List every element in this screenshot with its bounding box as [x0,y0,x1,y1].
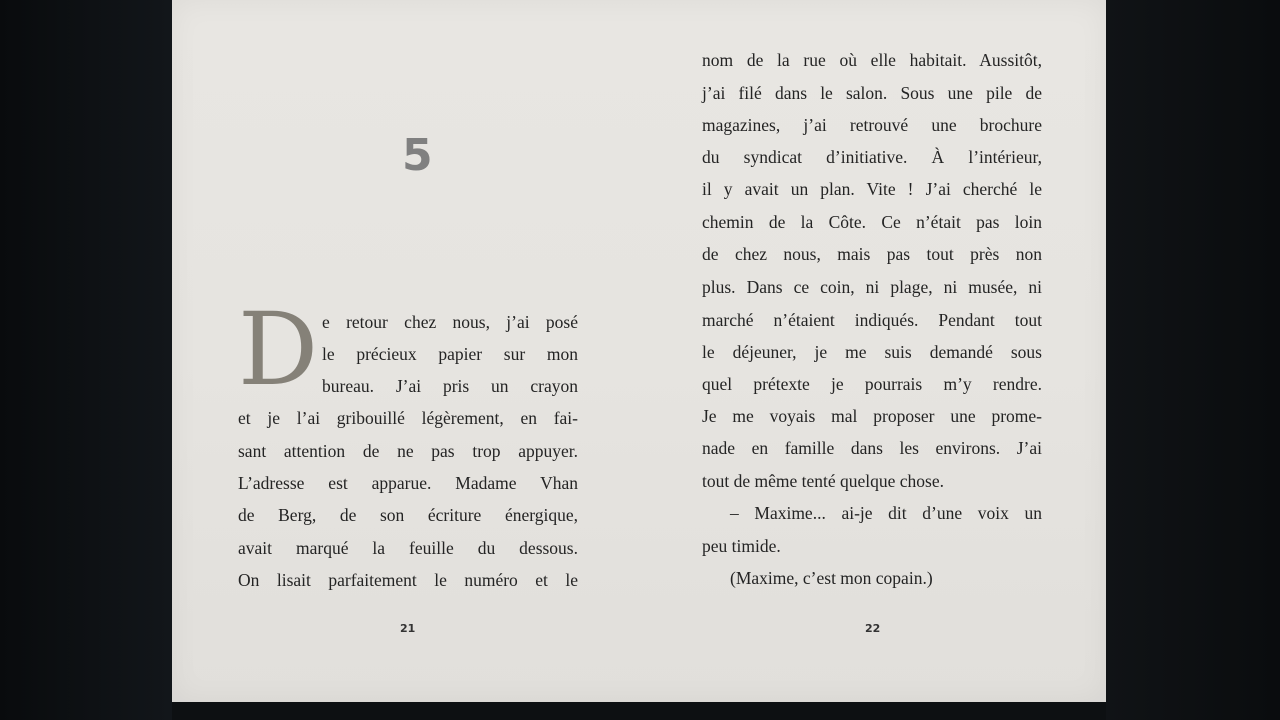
text-line: chemin de la Côte. Ce n’était pas loin [702,212,1042,232]
text-line: quel prétexte je pourrais m’y rendre. [702,374,1042,394]
text-line: de Berg, de son écriture énergique, [238,505,578,525]
text-line: Je me voyais mal proposer une prome- [702,406,1042,426]
text-line: sant attention de ne pas trop appuyer. [238,441,578,461]
text-line: nade en famille dans les environs. J’ai [702,438,1042,458]
text-line: e retour chez nous, j’ai posé [322,312,578,332]
screen-bezel-left [0,0,172,720]
text-line: et je l’ai gribouillé légèrement, en fai- [238,408,578,428]
text-line: le précieux papier sur mon [322,344,578,364]
text-line: marché n’étaient indiqués. Pendant tout [702,310,1042,330]
text-line: j’ai filé dans le salon. Sous une pile de [702,83,1042,103]
chapter-number: 5 [402,130,433,181]
page-number-right: 22 [865,622,881,635]
text-line: On lisait parfaitement le numéro et le [238,570,578,590]
text-line: de chez nous, mais pas tout près non [702,244,1042,264]
text-line: peu timide. [702,536,781,556]
text-line: (Maxime, c’est mon copain.) [730,568,933,588]
drop-cap: D [238,291,319,408]
text-line: bureau. J’ai pris un crayon [322,376,578,396]
text-line: plus. Dans ce coin, ni plage, ni musée, ni [702,277,1042,297]
text-line: nom de la rue où elle habitait. Aussitôt, [702,50,1042,70]
text-line: avait marqué la feuille du dessous. [238,538,578,558]
text-line: L’adresse est apparue. Madame Vhan [238,473,578,493]
text-line: tout de même tenté quelque chose. [702,471,945,491]
book-spread [172,0,1106,702]
screen-bezel-right [1106,0,1280,720]
text-line: magazines, j’ai retrouvé une brochure [702,115,1042,135]
text-line: il y avait un plan. Vite ! J’ai cherché le [702,179,1042,199]
text-line: le déjeuner, je me suis demandé sous [702,342,1042,362]
text-line: du syndicat d’initiative. À l’intérieur, [702,147,1042,167]
page-number-left: 21 [400,622,416,635]
text-line: – Maxime... ai-je dit d’une voix un [730,503,1042,523]
